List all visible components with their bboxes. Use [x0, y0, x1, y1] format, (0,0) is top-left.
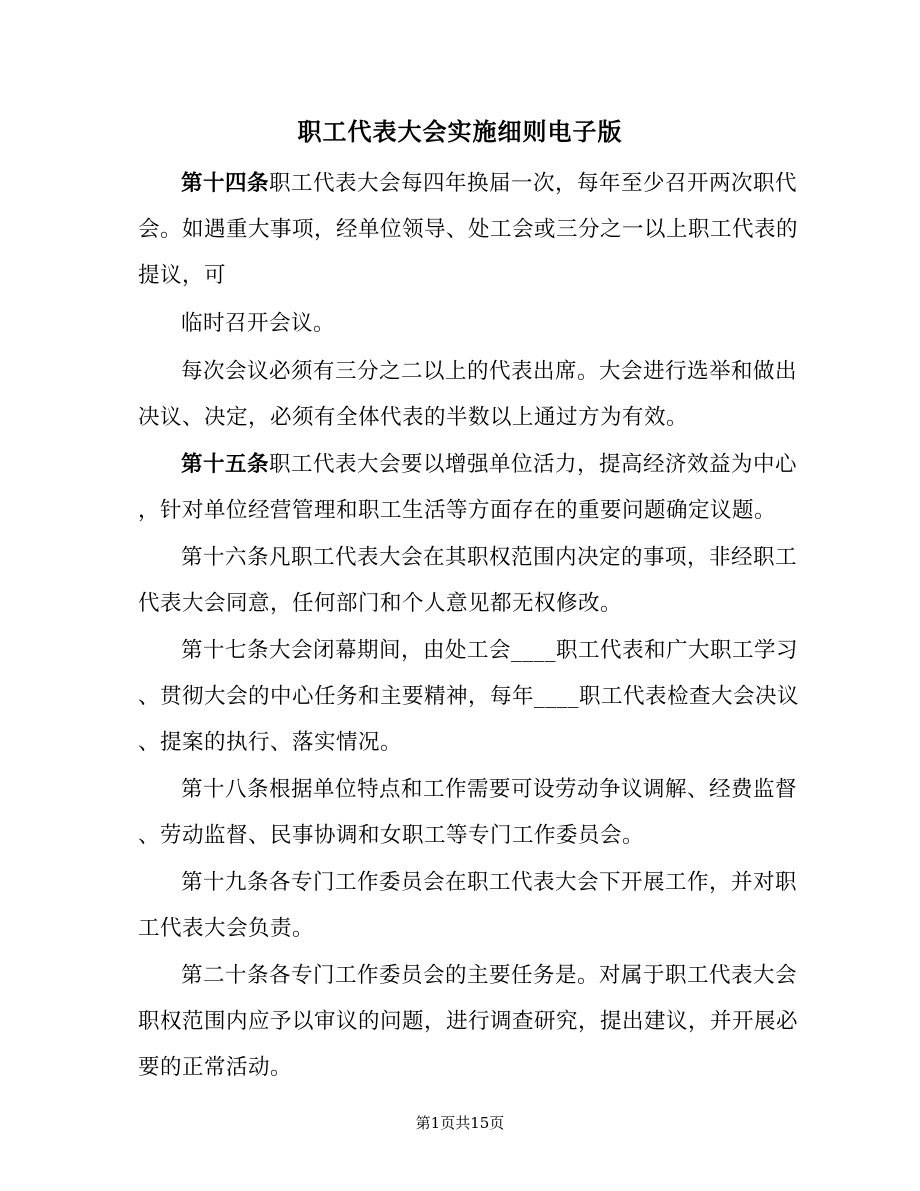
- paragraph-line: 、劳动监督、民事协调和女职工等专门工作委员会。: [138, 823, 645, 848]
- document-title: 职工代表大会实施细则电子版: [297, 117, 623, 146]
- paragraph-line: ，针对单位经营管理和职工生活等方面存在的重要问题确定议题。: [138, 498, 777, 523]
- paragraph-line: 提议，可: [138, 263, 227, 288]
- paragraph-text: 职工代表大会要以增强单位活力，提高经济效益为中心: [269, 452, 798, 477]
- paragraph-line: 代表大会同意，任何部门和个人意见都无权修改。: [138, 591, 623, 616]
- paragraph-line: 会。如遇重大事项，经单位领导、处工会或三分之一以上职工代表的: [138, 217, 799, 242]
- paragraph-text: 职工代表大会每四年换届一次，每年至少召开两次职代: [269, 171, 798, 196]
- paragraph-line: 、提案的执行、落实情况。: [138, 730, 403, 755]
- article-heading: 第十五条: [181, 452, 270, 477]
- paragraph-line: 职权范围内应予以审议的问题，进行调查研究，提出建议，并开展必: [138, 1009, 799, 1034]
- paragraph-line: 第二十条各专门工作委员会的主要任务是。对属于职工代表大会: [181, 963, 798, 988]
- paragraph-line: 工代表大会负责。: [138, 916, 315, 941]
- paragraph-line: 第十九条各专门工作委员会在职工代表大会下开展工作，并对职: [181, 870, 798, 895]
- paragraph-line: 每次会议必须有三分之二以上的代表出席。大会进行选举和做出: [181, 359, 798, 384]
- page-number: 第1页共15页: [415, 1114, 505, 1132]
- paragraph-line: 决议、决定，必须有全体代表的半数以上通过方为有效。: [138, 405, 689, 430]
- paragraph-line: [181, 166, 797, 197]
- paragraph-line: 第十六条凡职工代表大会在其职权范围内决定的事项，非经职工: [181, 545, 798, 570]
- paragraph-line: 临时召开会议。: [181, 311, 336, 336]
- paragraph-line: 第十七条大会闭幕期间，由处工会____职工代表和广大职工学习: [181, 638, 799, 663]
- paragraph-line: 第十八条根据单位特点和工作需要可设劳动争议调解、经费监督: [181, 777, 798, 802]
- paragraph-line: 要的正常活动。: [138, 1055, 293, 1080]
- paragraph-line: 、贯彻大会的中心任务和主要精神，每年____职工代表检查大会决议: [138, 684, 800, 709]
- article-heading: 第十四条: [181, 171, 270, 196]
- paragraph-line: [181, 447, 797, 478]
